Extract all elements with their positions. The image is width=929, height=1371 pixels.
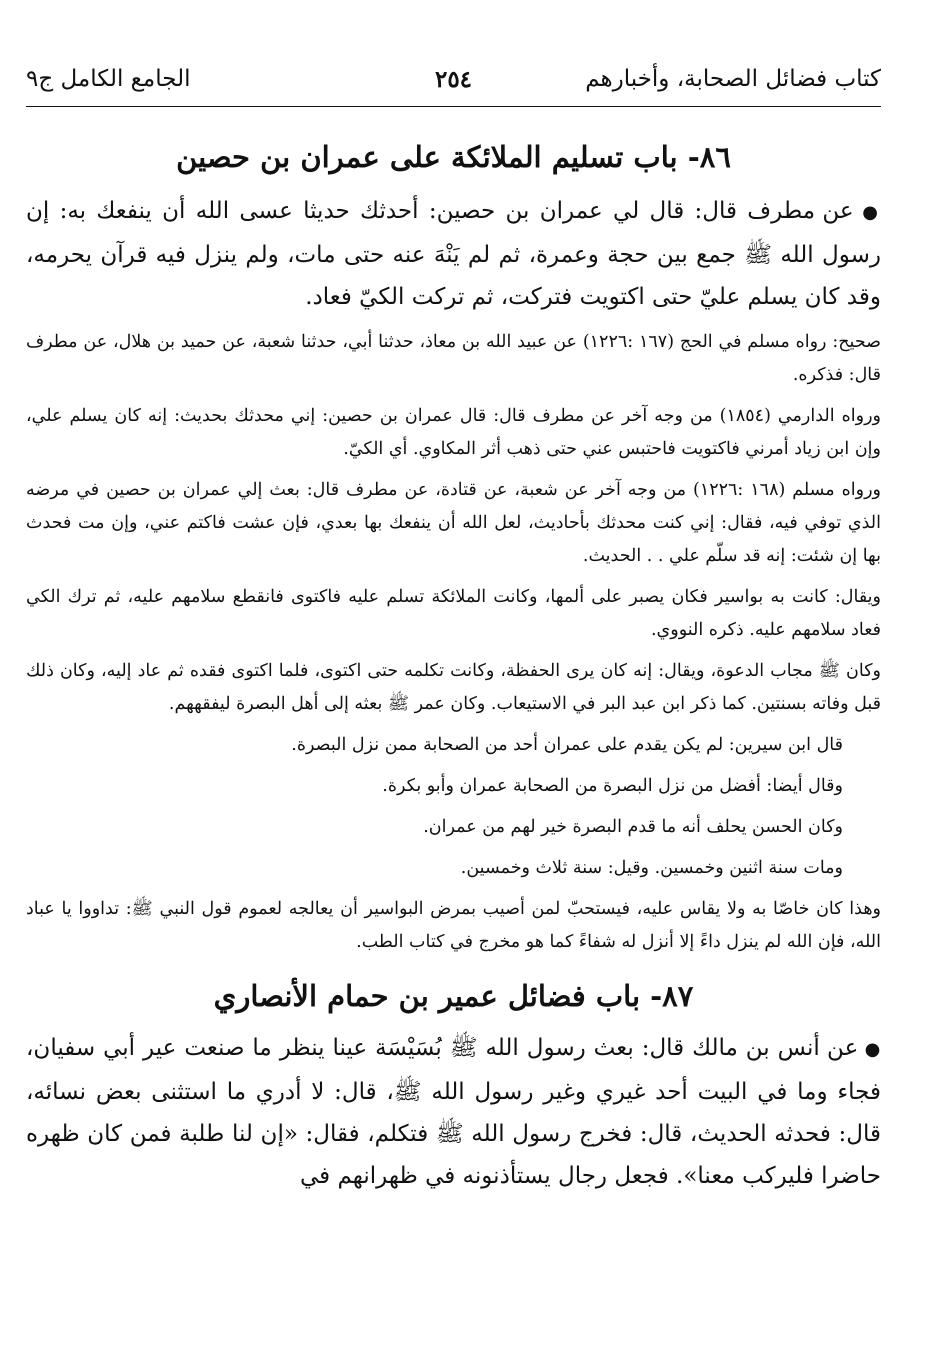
page-header [26, 0, 881, 108]
note-paragraph: صحيح: رواه مسلم في الحج (١٦٧ :١٢٢٦) عن عبيد الله بن معاذ، حدثنا أبي، حدثنا شعبة، عن حميد بن هلال، عن مطرف قال: فذكره. [26, 332, 881, 385]
note-paragraph: وكان ﷺ مجاب الدعوة، ويقال: إنه كان يرى الحفظة، وكانت تكلمه حتى اكتوى، فلما اكتوى فقده ثم عاد إليه، وكان ذلك قبل وفاته بسنتين. كما ذكر ابن عبد البر في الاستيعاب. وكان عمر ﷺ بعثه إلى أهل البصرة ليفقههم. [26, 661, 881, 714]
note-paragraph: ورواه الدارمي (١٨٥٤) من وجه آخر عن مطرف قال: قال عمران بن حصين: إني محدثك بحديث: إنه كان يسلم علي، وإن ابن زياد أمرني فاكتويت فاحتبس عني حتى ذهب أثر المكاوي. أي الكيّ. [26, 406, 881, 459]
final-note: وهذا كان خاصّا به ولا يقاس عليه، فيستحبّ لمن أصيب بمرض البواسير أن يعالجه لعموم قول النبي ﷺ: تداووا يا عباد الله، فإن الله لم ينزل داءً إلا أنزل له شفاءً كما هو مخرج في كتاب الطب. [26, 899, 881, 952]
book-page [26, 0, 881, 1371]
note-paragraph: ورواه مسلم (١٦٨ :١٢٢٦) من وجه آخر عن شعبة، عن قتادة، عن مطرف قال: بعث إلي عمران بن حصين في مرضه الذي توفي فيه، فقال: إني كنت محدثك بأحاديث، لعل الله أن ينفعك بها بعدي، فإن عشت فاكتم عني، وإن مت فحدث بها إن شئت: إنه قد سلّم علي . . الحديث. [26, 480, 881, 566]
section-86-hadith: ● عن مطرف قال: قال لي عمران بن حصين: أحدثك حديثا عسى الله أن ينفعك به: إن رسول الله ﷺ جمع بين حجة وعمرة، ثم لم يَنْهَ عنه حتى مات، ولم ينزل فيه قرآن يحرمه، وقد كان يسلم عليّ حتى اكتويت فتركت، ثم تركت الكيّ فعاد. [26, 190, 881, 318]
header-chapter-title: كتاب فضائل الصحابة، وأخبارهم [585, 66, 881, 92]
section-87-title: ٨٧- باب فضائل عمير بن حمام الأنصاري [213, 979, 694, 1013]
section-87-hadith: ● عن أنس بن مالك قال: بعث رسول الله ﷺ بُسَيْسَة عينا ينظر ما صنعت عير أبي سفيان، فجاء وما في البيت أحد غيري وغير رسول الله ﷺ، قال: لا أدري ما استثنى بعض نسائه، قال: فحدثه الحديث، قال: فخرج رسول الله ﷺ فتكلم، فقال: «إن لنا طلبة فمن كان ظهره حاضرا فليركب معنا». فجعل رجال يستأذنونه في ظهرانهم في [26, 1027, 881, 1197]
indented-note: وكان الحسن يحلف أنه ما قدم البصرة خير لهم من عمران. [423, 817, 843, 837]
header-rule [26, 106, 881, 107]
page-number: ٢٥٤ [434, 66, 473, 93]
indented-note: قال ابن سيرين: لم يكن يقدم على عمران أحد من الصحابة ممن نزل البصرة. [291, 735, 843, 755]
note-paragraph: ويقال: كانت به بواسير فكان يصبر على ألمها، وكانت الملائكة تسلم عليه فاكتوى فانقطع سلامهم عليه، ثم ترك الكي فعاد سلامهم عليه. ذكره النووي. [26, 587, 881, 640]
indented-note: وقال أيضا: أفضل من نزل البصرة من الصحابة عمران وأبو بكرة. [382, 776, 843, 796]
section-86-title: ٨٦- باب تسليم الملائكة على عمران بن حصين [176, 140, 731, 174]
indented-note: ومات سنة اثنين وخمسين. وقيل: سنة ثلاث وخمسين. [460, 858, 843, 878]
header-book-title: الجامع الكامل ج٩ [26, 66, 191, 92]
